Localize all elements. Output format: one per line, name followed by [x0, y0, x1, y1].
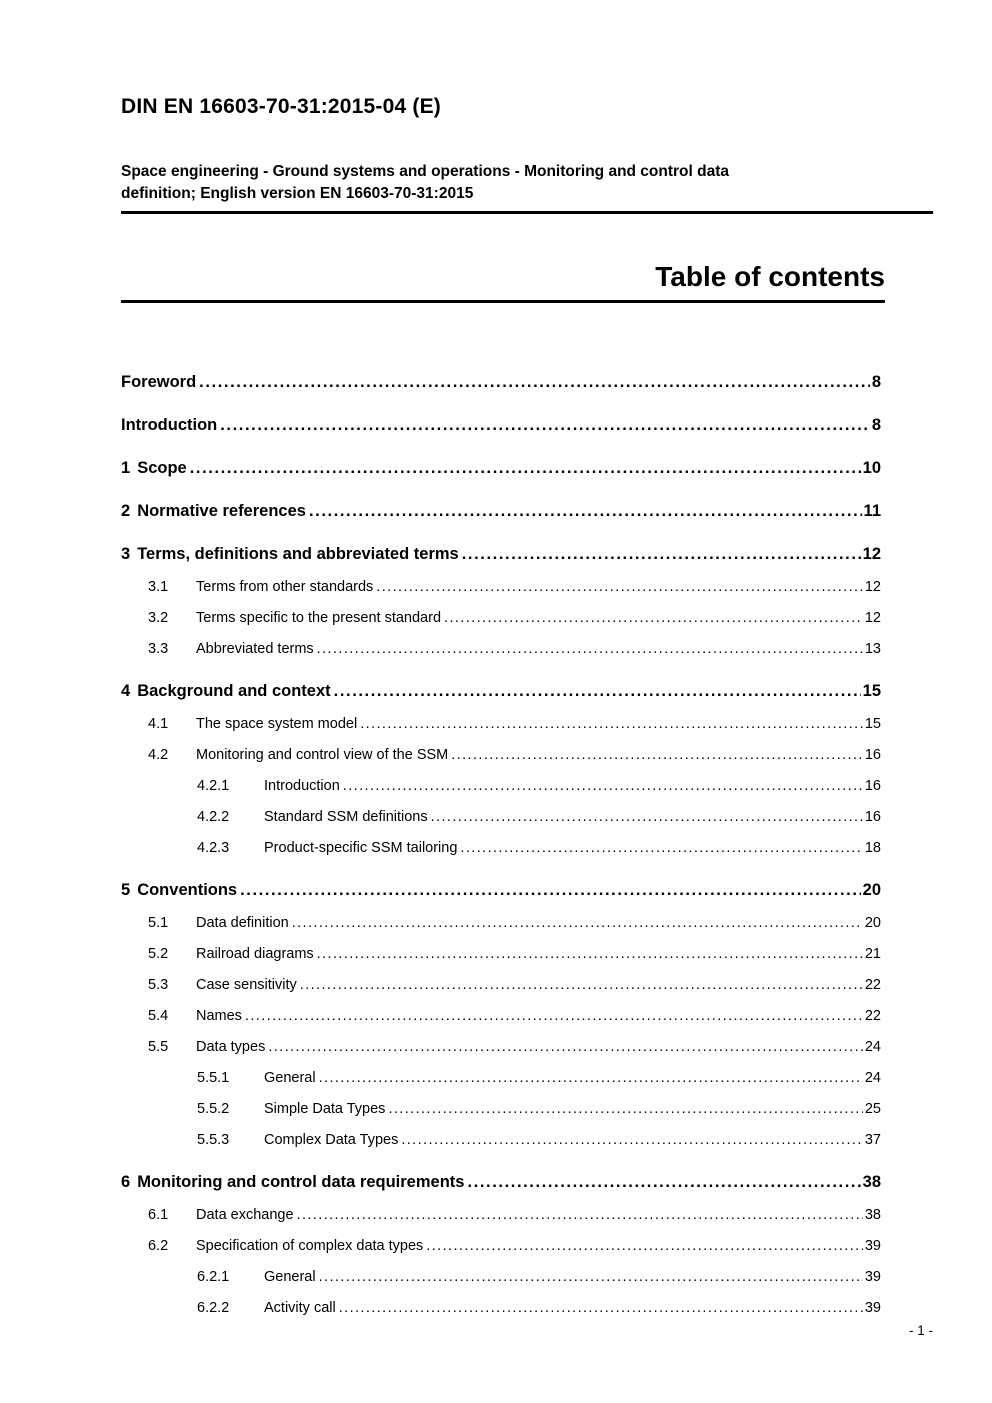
document-title-line-1: Space engineering - Ground systems and operations - Monitoring and control data	[121, 163, 730, 180]
toc-entry-page: 16	[864, 747, 881, 763]
toc-dot-leader	[459, 544, 861, 564]
toc-entry-number: 6.2.2	[197, 1300, 230, 1316]
toc-entry-title: Specification of complex data types	[196, 1238, 424, 1254]
toc-entry-page: 21	[864, 946, 881, 962]
toc-entry-title: Standard SSM definitions	[264, 809, 428, 825]
toc-dot-leader	[340, 777, 863, 795]
toc-dot-leader	[237, 880, 861, 900]
toc-entry[interactable]	[121, 914, 881, 932]
toc-entry-page: 12	[864, 579, 881, 595]
toc-dot-leader	[289, 914, 863, 932]
toc-dot-leader	[464, 1172, 860, 1192]
page-number-footer: - 1 -	[908, 1323, 933, 1338]
toc-entry-number: 5.5.3	[197, 1132, 230, 1148]
toc-dot-leader	[428, 808, 863, 826]
toc-entry-number: 5.3	[148, 977, 169, 993]
toc-entry-number: 4.2.2	[197, 809, 230, 825]
toc-entry-title: Terms specific to the present standard	[196, 610, 442, 626]
toc-list	[121, 303, 881, 1330]
toc-dot-leader	[265, 1038, 863, 1056]
toc-entry-number: 3.1	[148, 579, 169, 595]
toc-entry[interactable]	[121, 415, 881, 435]
toc-entry-page: 39	[864, 1238, 881, 1254]
toc-dot-leader	[306, 501, 862, 521]
toc-dot-leader	[373, 578, 863, 596]
toc-dot-leader	[316, 1069, 863, 1087]
toc-entry-number: 4.2.3	[197, 840, 230, 856]
toc-entry-title: Conventions	[137, 881, 238, 899]
toc-entry[interactable]	[121, 1237, 881, 1255]
toc-entry-page: 12	[864, 610, 881, 626]
toc-entry-title: Introduction	[121, 416, 218, 434]
toc-entry-title: Product-specific SSM tailoring	[264, 840, 458, 856]
toc-entry-page: 24	[864, 1039, 881, 1055]
toc-entry-number: 3.3	[148, 641, 169, 657]
toc-heading: Table of contents	[655, 261, 885, 292]
toc-entry-title: General	[264, 1269, 316, 1285]
toc-entry-page: 20	[862, 881, 881, 899]
toc-dot-leader	[217, 415, 870, 435]
toc-dot-leader	[336, 1299, 863, 1317]
toc-dot-leader	[457, 839, 862, 857]
toc-entry[interactable]	[121, 1038, 881, 1056]
toc-dot-leader	[294, 1206, 863, 1224]
toc-dot-leader	[316, 1268, 863, 1286]
toc-entry-page: 12	[862, 545, 881, 563]
toc-entry-page: 10	[862, 459, 881, 477]
toc-entry-page: 39	[864, 1269, 881, 1285]
toc-entry-number: 5.5.2	[197, 1101, 230, 1117]
toc-entry[interactable]	[121, 1007, 881, 1025]
toc-entry-title: Case sensitivity	[196, 977, 297, 993]
toc-entry-number: 4	[121, 682, 131, 700]
toc-entry-number: 5.1	[148, 915, 169, 931]
toc-entry-title: Data types	[196, 1039, 266, 1055]
toc-entry[interactable]	[121, 1100, 881, 1118]
toc-entry-title: Data exchange	[196, 1207, 294, 1223]
toc-entry-page: 22	[864, 977, 881, 993]
toc-entry-page: 16	[864, 809, 881, 825]
toc-entry-title: Simple Data Types	[264, 1101, 386, 1117]
toc-entry-number: 5.5	[148, 1039, 169, 1055]
toc-entry[interactable]	[121, 808, 881, 826]
toc-dot-leader	[297, 976, 863, 994]
toc-dot-leader	[331, 681, 861, 701]
toc-entry-number: 4.2.1	[197, 778, 230, 794]
toc-entry[interactable]	[121, 1069, 881, 1087]
toc-entry-number: 5.4	[148, 1008, 169, 1024]
toc-dot-leader	[187, 458, 861, 478]
toc-entry[interactable]	[121, 372, 881, 392]
toc-entry-title: General	[264, 1070, 316, 1086]
toc-entry-number: 6.2	[148, 1238, 169, 1254]
toc-dot-leader	[314, 945, 863, 963]
toc-entry-page: 22	[864, 1008, 881, 1024]
toc-entry[interactable]	[121, 715, 881, 733]
toc-entry-page: 13	[864, 641, 881, 657]
toc-dot-leader	[385, 1100, 862, 1118]
toc-entry-page: 39	[864, 1300, 881, 1316]
toc-entry-page: 25	[864, 1101, 881, 1117]
toc-entry-title: Monitoring and control data requirements	[137, 1173, 465, 1191]
toc-entry-page: 11	[863, 502, 881, 520]
toc-entry[interactable]	[121, 1206, 881, 1224]
toc-entry[interactable]	[121, 839, 881, 857]
toc-entry[interactable]	[121, 681, 881, 701]
toc-entry[interactable]	[121, 746, 881, 764]
toc-entry[interactable]	[121, 777, 881, 795]
toc-entry-page: 18	[864, 840, 881, 856]
toc-entry-number: 3	[121, 545, 131, 563]
toc-entry[interactable]	[121, 501, 881, 521]
document-title-line-2: definition; English version EN 16603-70-31:2015	[121, 184, 474, 202]
toc-entry-page: 37	[864, 1132, 881, 1148]
toc-entry-number: 4.1	[148, 716, 169, 732]
toc-entry-title: Introduction	[264, 778, 340, 794]
toc-entry-title: Monitoring and control view of the SSM	[196, 747, 449, 763]
toc-entry[interactable]	[121, 945, 881, 963]
toc-entry-title: Normative references	[137, 502, 306, 520]
toc-dot-leader	[242, 1007, 863, 1025]
toc-entry-page: 24	[864, 1070, 881, 1086]
toc-dot-leader	[196, 372, 870, 392]
header-rule	[121, 211, 933, 214]
toc-entry-title: Abbreviated terms	[196, 641, 314, 657]
toc-entry-number: 1	[121, 459, 131, 477]
toc-entry-number: 2	[121, 502, 131, 520]
toc-dot-leader	[357, 715, 863, 733]
toc-dot-leader	[398, 1131, 863, 1149]
document-code: DIN EN 16603-70-31:2015-04 (E)	[121, 95, 441, 118]
toc-entry-title: Terms from other standards	[196, 579, 374, 595]
toc-entry[interactable]	[121, 544, 881, 564]
toc-entry-title: Complex Data Types	[264, 1132, 399, 1148]
toc-entry[interactable]	[121, 976, 881, 994]
toc-entry-page: 38	[862, 1173, 881, 1191]
toc-entry-page: 8	[871, 373, 881, 391]
toc-entry-title: Background and context	[137, 682, 331, 700]
toc-entry-title: Foreword	[121, 373, 197, 391]
toc-dot-leader	[448, 746, 863, 764]
toc-entry-title: Data definition	[196, 915, 289, 931]
toc-entry-page: 38	[864, 1207, 881, 1223]
toc-entry-page: 15	[864, 716, 881, 732]
toc-entry-title: Scope	[137, 459, 187, 477]
toc-entry-title: Railroad diagrams	[196, 946, 314, 962]
toc-entry-number: 6.1	[148, 1207, 169, 1223]
toc-entry-title: Names	[196, 1008, 242, 1024]
toc-entry-number: 4.2	[148, 747, 169, 763]
toc-dot-leader	[423, 1237, 863, 1255]
toc-entry-page: 20	[864, 915, 881, 931]
toc-entry-number: 3.2	[148, 610, 169, 626]
toc-entry[interactable]	[121, 1131, 881, 1149]
toc-dot-leader	[441, 609, 863, 627]
toc-entry[interactable]	[121, 1172, 881, 1192]
toc-entry-page: 16	[864, 778, 881, 794]
toc-entry[interactable]	[121, 880, 881, 900]
toc-entry[interactable]	[121, 640, 881, 658]
toc-entry[interactable]	[121, 578, 881, 596]
document-title	[121, 161, 941, 204]
toc-entry-number: 5.2	[148, 946, 169, 962]
toc-entry-page: 8	[871, 416, 881, 434]
toc-entry-number: 6.2.1	[197, 1269, 230, 1285]
toc-entry-number: 5.5.1	[197, 1070, 230, 1086]
toc-entry-title: Activity call	[264, 1300, 336, 1316]
toc-entry-number: 5	[121, 881, 131, 899]
toc-entry-title: The space system model	[196, 716, 358, 732]
toc-entry-number: 6	[121, 1173, 131, 1191]
toc-dot-leader	[314, 640, 863, 658]
toc-entry[interactable]	[121, 1299, 881, 1317]
toc-entry[interactable]	[121, 458, 881, 478]
toc-entry-page: 15	[862, 682, 881, 700]
toc-entry[interactable]	[121, 1268, 881, 1286]
toc-entry-title: Terms, definitions and abbreviated terms	[137, 545, 459, 563]
toc-entry[interactable]	[121, 609, 881, 627]
